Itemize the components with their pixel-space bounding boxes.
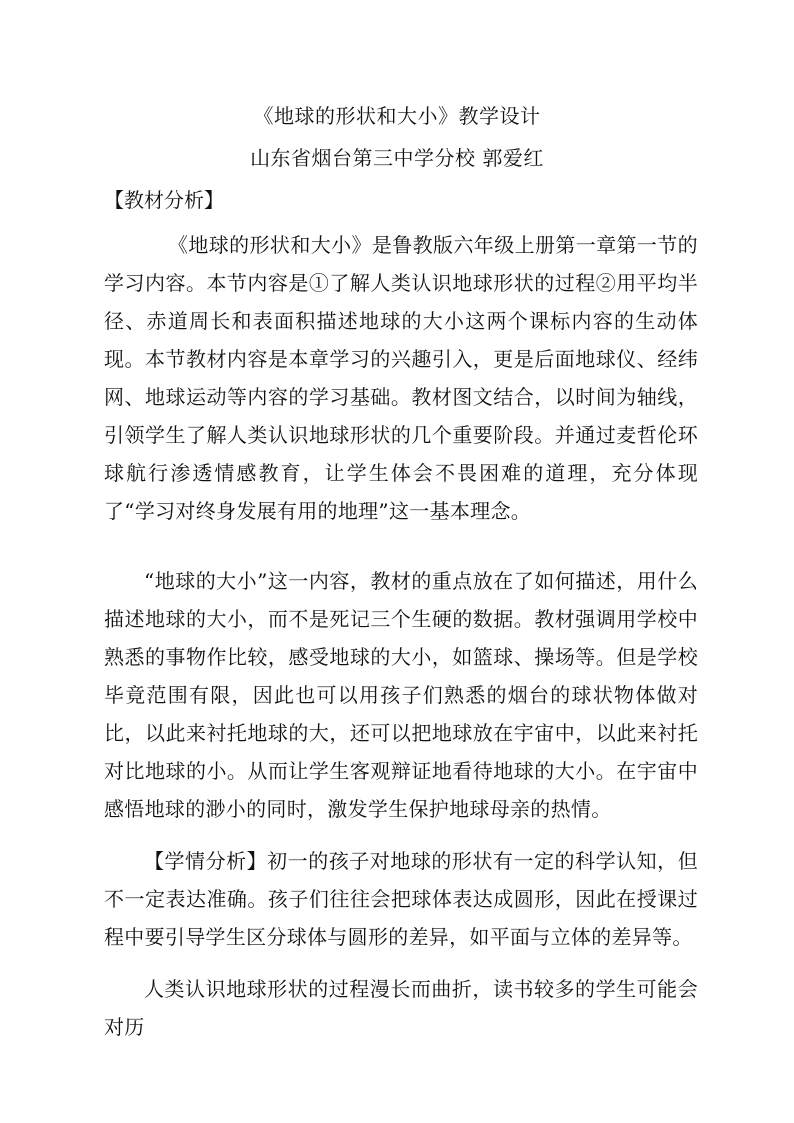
paragraph-history: 人类认识地球形状的过程漫长而曲折，读书较多的学生可能会对历 <box>104 977 698 1039</box>
paragraph-textbook-analysis: 《地球的形状和大小》是鲁教版六年级上册第一章第一节的学习内容。本节内容是①了解人类认识地球形状的过程②用平均半径、赤道周长和表面积描述地球的大小这两个课标内容的生动体现。本节教材内容是本章学习的兴趣引入，更是后面地球仪、经纬网、地球运动等内容的学习基础。教材图文结合，以时间为轴线，引领学生了解人类认识地球形状的几个重要阶段。并通过麦哲伦环球航行渗透情感教育，让学生体会不畏困难的道理，充分体现了“学习对终身发展有用的地理”这一基本理念。 <box>104 233 698 523</box>
author-line: 山东省烟台第三中学分校 郭爱红 <box>250 146 544 170</box>
paragraph-earth-size: “地球的大小”这一内容，教材的重点放在了如何描述，用什么描述地球的大小，而不是死记三个生硬的数据。教材强调用学校中熟悉的事物作比较，感受地球的大小，如篮球、操场等。但是学校毕竟范围有限，因此也可以用孩子们熟悉的烟台的球状物体做对比，以此来衬托地球的大，还可以把地球放在宇宙中，以此来衬托对比地球的小。从而让学生客观辩证地看待地球的大小。在宇宙中感悟地球的渺小的同时，激发学生保护地球母亲的热情。 <box>104 569 698 821</box>
document-title: 《地球的形状和大小》教学设计 <box>253 104 541 128</box>
section-heading: 【教材分析】 <box>104 188 224 212</box>
paragraph-learner-analysis: 【学情分析】初一的孩子对地球的形状有一定的科学认知，但不一定表达准确。孩子们往往会把球体表达成圆形，因此在授课过程中要引导学生区分球体与圆形的差异，如平面与立体的差异等。 <box>104 849 698 949</box>
